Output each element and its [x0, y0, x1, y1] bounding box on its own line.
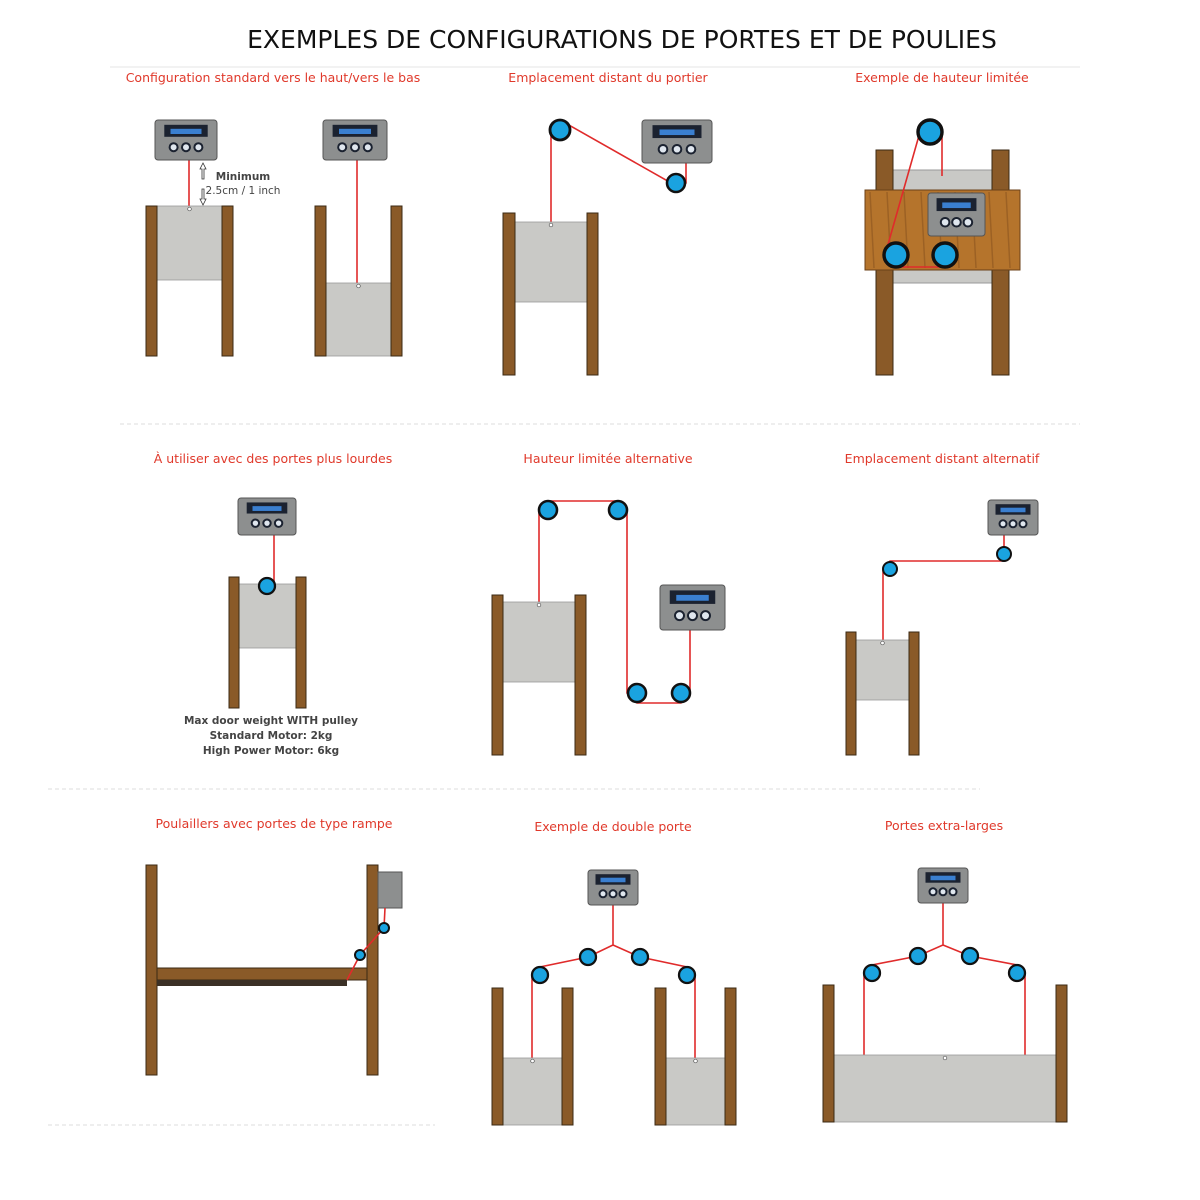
post-icon — [492, 595, 503, 755]
controller-button — [659, 145, 668, 154]
post-icon — [222, 206, 233, 356]
arrow-icon — [200, 163, 206, 205]
door-hook — [694, 1059, 698, 1063]
controller-button — [364, 143, 372, 151]
controller-button — [170, 143, 178, 151]
door-hook — [943, 1056, 947, 1060]
minimum-gap-note: Minimum — [215, 171, 271, 183]
pulley-icon — [1009, 965, 1025, 981]
door-icon — [157, 206, 222, 280]
panel-title-limited-height: Exemple de hauteur limitée — [855, 70, 1029, 85]
door-icon — [515, 222, 587, 302]
post-icon — [562, 988, 573, 1125]
controller-button — [950, 888, 957, 895]
controller-display — [676, 595, 709, 601]
controller-button — [194, 143, 202, 151]
pulley-icon — [918, 120, 942, 144]
panel-title-extra-wide: Portes extra-larges — [884, 818, 1004, 833]
pulley-icon — [679, 967, 695, 983]
pulley-icon — [933, 243, 957, 267]
ramp-shadow — [157, 980, 347, 986]
pulley-icon — [672, 684, 690, 702]
controller-button — [263, 519, 270, 526]
controller-button — [930, 888, 937, 895]
panel-title-ramp-doors: Poulaillers avec portes de type rampe — [155, 816, 393, 831]
post-icon — [296, 577, 306, 708]
controller-button — [252, 519, 259, 526]
panel-title-remote: Emplacement distant du portier — [508, 70, 708, 85]
controller-display — [171, 129, 202, 134]
controller-button — [673, 145, 682, 154]
post-icon — [587, 213, 598, 375]
controller-display — [339, 129, 371, 134]
door-hook — [537, 603, 541, 607]
weight-note-standard: Standard Motor: 2kg — [209, 730, 333, 742]
door-icon — [666, 1058, 725, 1125]
rope — [883, 535, 1004, 640]
post-icon — [229, 577, 239, 708]
minimum-gap-value: 2.5cm / 1 inch — [205, 185, 281, 197]
door-icon — [503, 602, 575, 682]
post-icon — [725, 988, 736, 1125]
pulley-icon — [632, 949, 648, 965]
post-icon — [823, 985, 834, 1122]
panel-title-alt-limited-height: Hauteur limitée alternative — [523, 451, 693, 466]
controller-button — [351, 143, 359, 151]
post-icon — [391, 206, 402, 356]
pulley-icon — [355, 950, 365, 960]
controller-button — [275, 519, 282, 526]
post-icon — [367, 865, 378, 1075]
controller-display — [931, 876, 956, 881]
controller-button — [941, 218, 950, 227]
pulley-icon — [667, 174, 685, 192]
pulley-icon — [910, 948, 926, 964]
door-hook — [549, 223, 553, 227]
controller-button — [182, 143, 190, 151]
pulley-icon — [580, 949, 596, 965]
panel-title-alt-remote: Emplacement distant alternatif — [844, 451, 1040, 466]
pulley-icon — [628, 684, 646, 702]
door-hook — [357, 284, 361, 288]
pulley-icon — [379, 923, 389, 933]
controller-button — [1010, 520, 1017, 527]
pulley-icon — [864, 965, 880, 981]
post-icon — [146, 865, 157, 1075]
pulley-icon — [539, 501, 557, 519]
controller-button — [1020, 520, 1027, 527]
panel-title-standard: Configuration standard vers le haut/vers le bas — [125, 70, 421, 85]
pulley-icon — [532, 967, 548, 983]
controller-display — [601, 878, 626, 883]
post-icon — [492, 988, 503, 1125]
controller-button — [940, 888, 947, 895]
controller-display — [942, 202, 971, 208]
post-icon — [146, 206, 157, 356]
page-title: EXEMPLES DE CONFIGURATIONS DE PORTES ET DE POULIES — [247, 25, 997, 54]
controller-button — [620, 890, 627, 897]
panel-title-heavier-doors: À utiliser avec des portes plus lourdes — [153, 451, 393, 466]
post-icon — [909, 632, 919, 755]
controller-button — [600, 890, 607, 897]
ramp-door — [157, 968, 367, 980]
controller-display — [253, 506, 282, 511]
pulley-icon — [962, 948, 978, 964]
post-icon — [655, 988, 666, 1125]
post-icon — [575, 595, 586, 755]
pulley-icon — [997, 547, 1011, 561]
post-icon — [503, 213, 515, 375]
pulley-icon — [884, 243, 908, 267]
panel-title-double-door: Exemple de double porte — [534, 819, 692, 834]
weight-note-heading: Max door weight WITH pulley — [183, 715, 359, 727]
controller-button — [610, 890, 617, 897]
door-hook — [188, 207, 192, 211]
controller-display — [1001, 508, 1026, 513]
controller-button — [687, 145, 696, 154]
pulley-icon — [550, 120, 570, 140]
controller-button — [675, 611, 684, 620]
pulley-icon — [883, 562, 897, 576]
rope — [613, 945, 695, 1060]
door-hook — [881, 641, 885, 645]
rope — [943, 945, 1025, 1057]
door-icon — [834, 1055, 1056, 1122]
weight-note-high-power: High Power Motor: 6kg — [202, 745, 340, 757]
post-icon — [846, 632, 856, 755]
door-hook — [531, 1059, 535, 1063]
controller-button — [952, 218, 961, 227]
post-icon — [315, 206, 326, 356]
controller-display — [660, 129, 695, 135]
controller-button — [338, 143, 346, 151]
pulley-icon — [259, 578, 275, 594]
controller-button — [964, 218, 973, 227]
pulley-icon — [609, 501, 627, 519]
post-icon — [1056, 985, 1067, 1122]
controller-button — [688, 611, 697, 620]
controller-button — [1000, 520, 1007, 527]
door-icon — [503, 1058, 562, 1125]
door-icon — [326, 283, 391, 356]
door-icon — [856, 640, 909, 700]
controller-button — [701, 611, 710, 620]
controller-box-icon — [378, 872, 402, 908]
